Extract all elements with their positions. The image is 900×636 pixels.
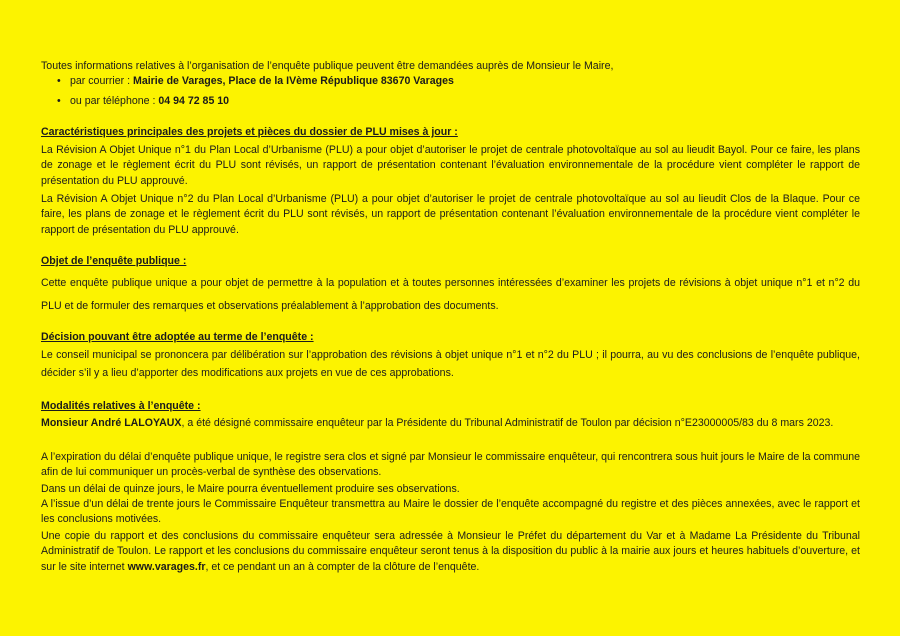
contact-phone-label: ou par téléphone :	[70, 95, 156, 107]
section-heading-decision: Décision pouvant être adoptée au terme de l’enquête :	[41, 331, 314, 343]
section-text-decision: Le conseil municipal se prononcera par délibération sur l’approbation des révisions à objet unique n°1 et n°2 du PLU ; il pourra, au vu des conclusions de l’enquête publique, décider s’il y a lieu d’apporter des modifications aux projets en vue de ces approbations.	[41, 349, 860, 379]
copie-text-end: , et ce pendant un an à compter de la clôture de l’enquête.	[205, 560, 480, 573]
contact-phone	[41, 94, 454, 114]
contact-mail	[41, 74, 454, 94]
website-link[interactable]: www.varages.fr	[127, 560, 206, 573]
section-text-objet: Cette enquête publique unique a pour objet de permettre à la population et à toutes personnes intéressées d’examiner les projets de révisions à objet unique n°1 et n°2 du PLU et de formuler des remarques et observations préalablement à l’approbation des documents.	[41, 277, 860, 312]
contact-list	[41, 74, 454, 114]
commissaire-name: Monsieur André LALOYAUX	[41, 417, 182, 429]
section-text-commissaire	[41, 416, 860, 431]
contact-phone-number: 04 94 72 85 10	[158, 95, 230, 107]
contact-mail-label: par courrier :	[70, 75, 131, 87]
section-text-revision-1: La Révision A Objet Unique n°1 du Plan Local d’Urbanisme (PLU) a pour objet d’autoriser le projet de centrale photovoltaïque au sol au lieudit Bayol. Pour ce faire, les plans de zonage et le règlement écrit du PLU sont révisés, un rapport de présentation contenant l’évaluation environnementale de la procédure vient compléter le rapport de présentation du PLU approuvé.	[41, 144, 860, 187]
section-heading-objet: Objet de l’enquête publique :	[41, 255, 187, 267]
section-text-expiration: A l’expiration du délai d’enquête publique unique, le registre sera clos et signé par Monsieur le commissaire enquêteur, qui rencontrera sous huit jours le Maire de la commune afin de lui communiquer un procès-verbal de synthèse des observations.	[41, 451, 860, 479]
section-text-delai-quinze: Dans un délai de quinze jours, le Maire pourra éventuellement produire ses observations.	[41, 483, 460, 495]
section-text-revision-2: La Révision A Objet Unique n°2 du Plan Local d’Urbanisme (PLU) a pour objet d’autoriser le projet de centrale photovoltaïque au sol au lieudit Clos de la Blaque. Pour ce faire, les plans de zonage et le règlement écrit du PLU sont révisés, un rapport de présentation contenant l’évaluation environnementale de la procédure vient compléter le rapport de présentation du PLU approuvé.	[41, 193, 860, 236]
section-text-copie	[41, 529, 860, 575]
intro-text: Toutes informations relatives à l’organisation de l’enquête publique peuvent être demandées auprès de Monsieur le Maire,	[41, 60, 614, 72]
bullet-icon: •	[57, 95, 61, 107]
section-heading-modalites: Modalités relatives à l’enquête :	[41, 400, 201, 412]
section-heading-caracteristiques: Caractéristiques principales des projets et pièces du dossier de PLU mises à jour :	[41, 126, 458, 138]
copie-text-start: Une copie du rapport et des conclusions du commissaire enquêteur sera adressée à Monsieur le Préfet du département du Var et à Madame La Présidente du Tribunal Administratif de Toulon. Le rapport et les conclusions du commissaire enquêteur seront tenus à la disposition du public à la mairie aux jours et heures habituels d’ouverture, et sur le site internet	[41, 530, 860, 573]
bullet-icon: •	[57, 75, 61, 87]
contact-mail-address: Mairie de Varages, Place de la IVème République 83670 Varages	[133, 75, 454, 87]
commissaire-designation: , a été désigné commissaire enquêteur par la Présidente du Tribunal Administratif de Toulon par décision n°E23000005/83 du 8 mars 2023.	[181, 417, 834, 429]
section-text-delai-trente: A l’issue d’un délai de trente jours le Commissaire Enquêteur transmettra au Maire le dossier de l’enquête accompagné du registre et des pièces annexées, avec le rapport et les conclusions motivées.	[41, 498, 860, 526]
